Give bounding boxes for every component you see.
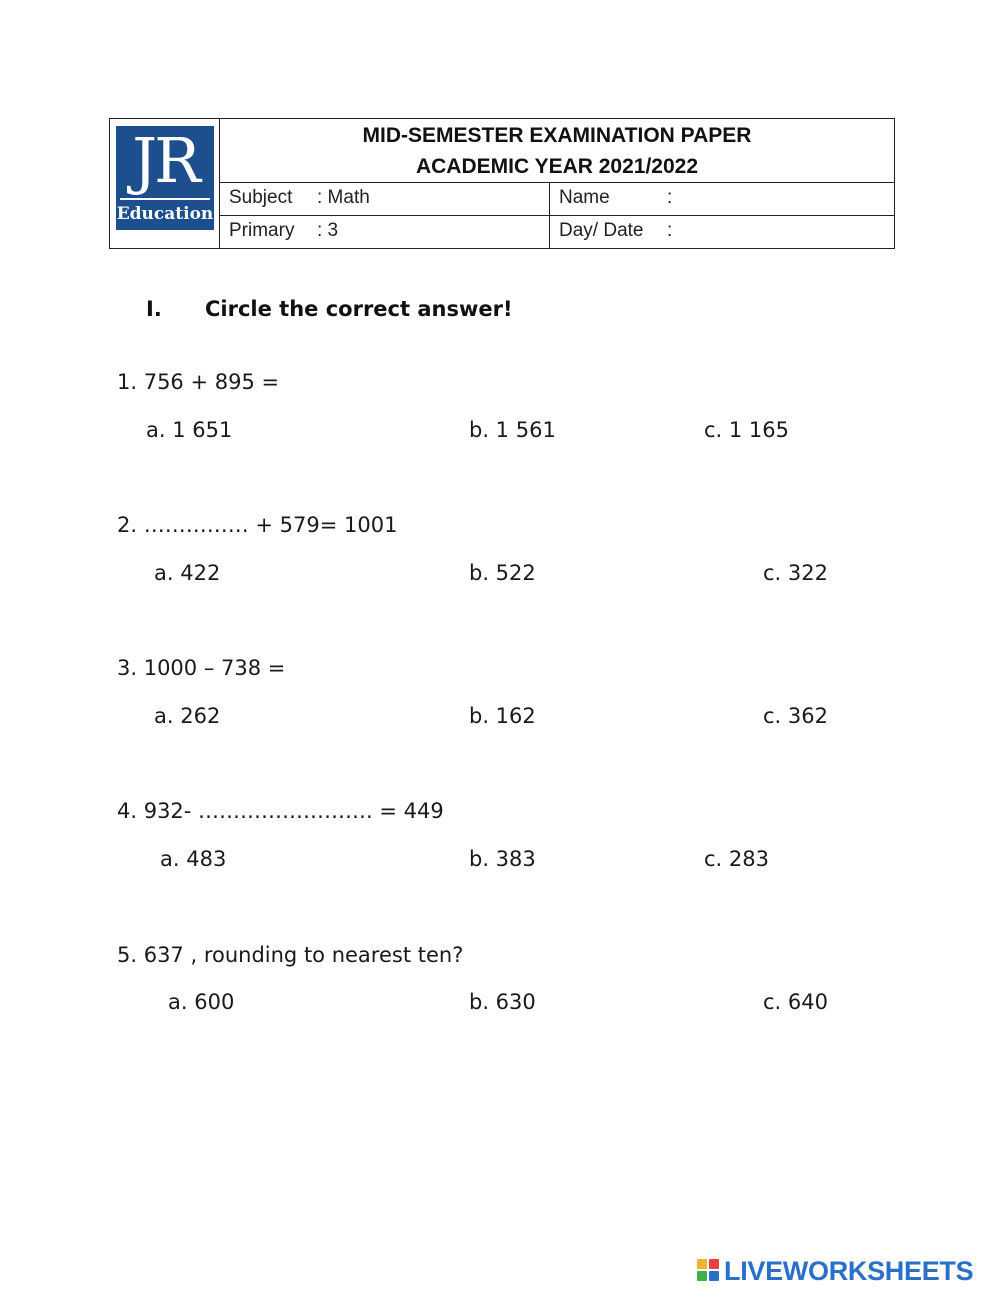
question-2: 2. …………… + 579= 1001 [117, 513, 398, 537]
question-2-option-c[interactable]: c. 322 [763, 561, 828, 585]
question-3: 3. 1000 – 738 = [117, 656, 286, 680]
question-4-option-c[interactable]: c. 283 [704, 847, 769, 871]
question-1-option-b[interactable]: b. 1 561 [469, 418, 556, 442]
exam-title [220, 119, 894, 183]
logo-mark: JR [132, 124, 198, 197]
question-3-option-a[interactable]: a. 262 [154, 704, 221, 728]
question-4-option-a[interactable]: a. 483 [160, 847, 227, 871]
name-cell[interactable] [550, 183, 894, 216]
question-1: 1. 756 + 895 = [117, 370, 280, 394]
day-date-cell[interactable] [550, 216, 894, 249]
question-1-option-a[interactable]: a. 1 651 [146, 418, 233, 442]
question-5-option-c[interactable]: c. 640 [763, 990, 828, 1014]
exam-title-line2: ACADEMIC YEAR 2021/2022 [415, 155, 699, 178]
section-number: I. [146, 297, 162, 321]
primary-cell [220, 216, 550, 249]
question-5: 5. 637 , rounding to nearest ten? [117, 943, 464, 967]
name-label: Name [559, 187, 610, 208]
exam-header-table [109, 118, 895, 249]
question-1-option-c[interactable]: c. 1 165 [704, 418, 790, 442]
logo-divider [120, 198, 210, 200]
question-3-option-b[interactable]: b. 162 [469, 704, 536, 728]
logo-cell [110, 119, 220, 248]
name-value: : [667, 187, 673, 208]
question-3-option-c[interactable]: c. 362 [763, 704, 828, 728]
subject-value: : Math [317, 187, 370, 208]
exam-title-line1: MID-SEMESTER EXAMINATION PAPER [362, 124, 752, 147]
jr-education-logo [116, 126, 214, 230]
subject-cell [220, 183, 550, 216]
info-row-1 [220, 183, 894, 216]
liveworksheets-logo-icon [697, 1259, 721, 1283]
question-2-option-b[interactable]: b. 522 [469, 561, 536, 585]
primary-value: : 3 [317, 220, 339, 241]
question-4-option-b[interactable]: b. 383 [469, 847, 536, 871]
brand-name: LIVEWORKSHEETS [724, 1256, 974, 1286]
section-heading [146, 294, 513, 324]
question-5-option-a[interactable]: a. 600 [168, 990, 235, 1014]
question-4: 4. 932- ……………………. = 449 [117, 799, 444, 823]
question-2-option-a[interactable]: a. 422 [154, 561, 221, 585]
subject-label: Subject [229, 187, 293, 208]
section-instruction: Circle the correct answer! [205, 297, 513, 321]
info-row-2 [220, 216, 894, 249]
day-date-label: Day/ Date [559, 220, 644, 241]
logo-subtitle: Education [116, 204, 214, 224]
day-date-value: : [667, 220, 673, 241]
question-5-option-b[interactable]: b. 630 [469, 990, 536, 1014]
primary-label: Primary [229, 220, 295, 241]
